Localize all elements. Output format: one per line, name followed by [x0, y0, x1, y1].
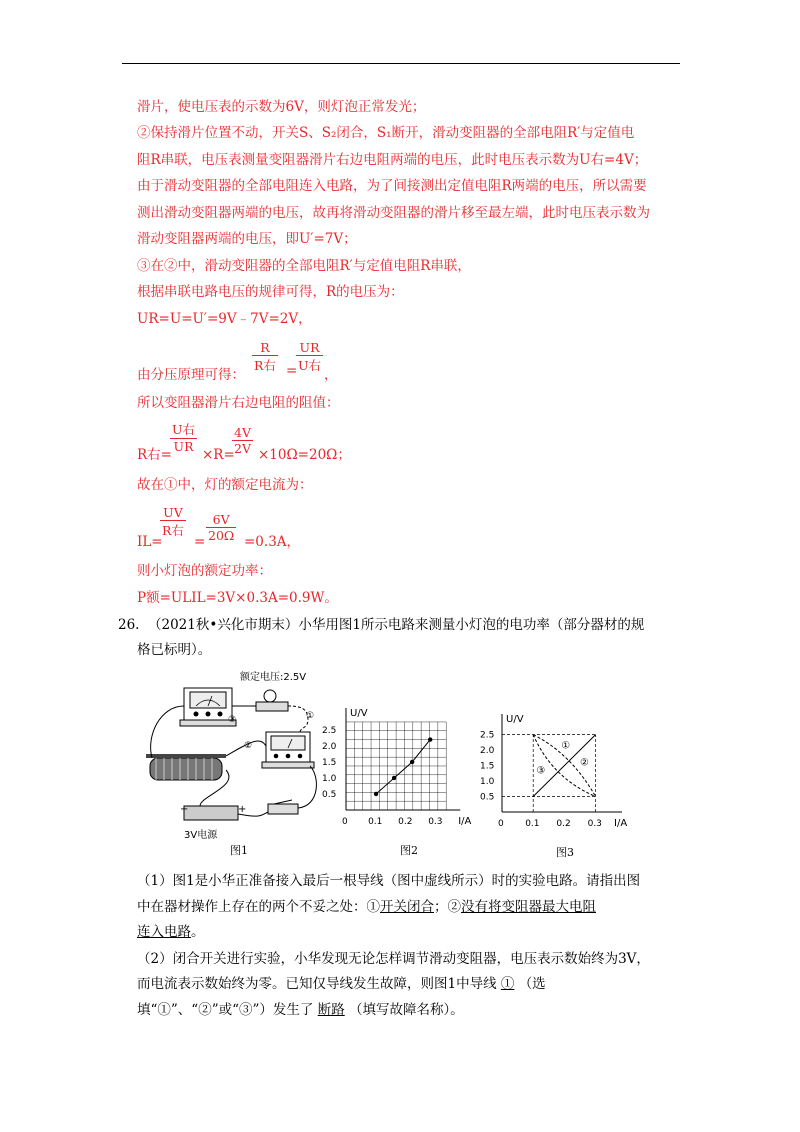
solution-line-2: ②保持滑片位置不动，开关S、S₂闭合，S₁断开，滑动变阻器的全部电阻R′与定值电: [137, 125, 635, 141]
part1-line-2: 中在器材操作上存在的两个不妥之处：①开关闭合；②没有将变阻器最大电阻: [137, 899, 596, 915]
question-stem-1: （2021秋•兴化市期末）小华用图1所示电路来测量小灯泡的电功率（部分器材的规: [148, 617, 645, 633]
data-point: [374, 792, 378, 796]
x-tick-label: 0.2: [398, 817, 413, 827]
y-tick-label: 1.0: [322, 773, 337, 784]
series-label-2: ②: [580, 757, 589, 769]
x-tick-label: 0.3: [587, 819, 602, 829]
solution-line-14-prefix: IL=: [137, 534, 163, 550]
y-tick-label: 0.5: [480, 792, 495, 803]
figure-3-caption: 图3: [556, 846, 574, 859]
y-tick-label: 2.0: [480, 746, 495, 757]
fraction-uright-over-ur: U右 UR: [172, 422, 196, 454]
x-tick-label: 0.2: [556, 819, 571, 829]
question-number: 26.: [118, 617, 140, 633]
figure-2-chart: [318, 704, 480, 832]
series-label-1: ①: [561, 740, 571, 752]
solution-line-5: 测出滑动变阻器两端的电压，故再将滑动变阻器的滑片移至最左端，此时电压表示数为: [137, 205, 650, 221]
data-point: [428, 737, 432, 741]
data-line: [376, 740, 430, 794]
solution-line-12-prefix: R右=: [137, 447, 172, 463]
solution-line-14-suffix: =0.3A，: [244, 534, 301, 550]
svg-text:③: ③: [228, 715, 237, 725]
part1-line-3: 连入电路。: [137, 924, 205, 940]
rheostat: [146, 754, 226, 780]
answer-fault: 断路: [317, 1002, 345, 1018]
x-axis-label: I/A: [458, 816, 472, 827]
data-point: [392, 776, 396, 780]
part1-line-1: （1）图1是小华正准备接入最后一根导线（图中虚线所示）时的实验电路。请指出图: [137, 873, 641, 889]
voltmeter: [262, 732, 314, 768]
solution-line-12-suffix: ×10Ω=20Ω；: [258, 447, 351, 463]
solution-line-8: 根据串联电路电压的规律可得，R的电压为：: [137, 284, 404, 300]
answer-2b: 连入电路: [137, 924, 191, 940]
fraction-4v-over-2v: $\frac{4V}{2V}$: [234, 425, 251, 456]
solution-line-13: 故在①中，灯的额定电流为：: [137, 477, 313, 493]
x-tick-label: 0.1: [368, 817, 383, 827]
y-tick-label: 2.0: [322, 741, 337, 752]
fraction-r-over-rright: R R右: [254, 340, 276, 373]
y-tick-label: 1.5: [322, 757, 337, 768]
solution-line-14-eq: =: [194, 534, 206, 550]
battery: [180, 804, 246, 841]
solution-line-12-mid: ×R=: [202, 447, 235, 463]
solution-line-10-prefix: 由分压原理可得：: [137, 367, 245, 383]
x-tick-label: 0.1: [525, 819, 540, 829]
x-tick-label: 0: [342, 817, 348, 827]
lamp: [256, 690, 288, 711]
answer-wire: ①: [500, 976, 515, 992]
svg-text:−: −: [180, 804, 189, 815]
svg-text:+: +: [238, 804, 247, 815]
svg-text:②: ②: [244, 741, 253, 751]
fraction-ur-over-uright: UR U右: [298, 340, 322, 373]
header-rule: [122, 63, 680, 64]
solution-line-15: 则小灯泡的额定功率：: [137, 563, 272, 579]
solution-line-6: 滑动变阻器两端的电压，即U′=7V；: [137, 231, 357, 247]
y-tick-label: 1.5: [480, 761, 495, 772]
y-axis-label: U/V: [350, 708, 368, 719]
solution-line-3: 阻R串联，电压表测量变阻器滑片右边电阻两端的电压，此时电压表示数为U右=4V；: [137, 152, 648, 168]
answer-2a: 没有将变阻器最大电阻: [461, 899, 596, 915]
y-tick-label: 0.5: [322, 789, 337, 800]
solution-line-1: 滑片，使电压表的示数为6V，则灯泡正常发光；: [137, 99, 426, 115]
solution-line-9: UR=U=U′=9V﹣7V=2V，: [137, 311, 312, 327]
series-label-3: ③: [536, 765, 546, 777]
answer-1: 开关闭合: [380, 899, 434, 915]
fraction-6v-over-20ohm: $\frac{6V}{20\Omega}$: [208, 512, 235, 543]
figure-2-caption: 图2: [400, 844, 418, 857]
part2-line-1: （2）闭合开关进行实验，小华发现无论怎样调节滑动变阻器，电压表示数始终为3V，: [137, 951, 650, 967]
y-tick-label: 2.5: [480, 730, 495, 741]
part2-line-3: 填“①”、“②”或“③”）发生了 断路 （填写故障名称）。: [137, 1002, 464, 1018]
solution-line-10-suffix: ，: [324, 367, 338, 383]
fraction-uv-over-rright: UV R右: [162, 505, 184, 538]
y-tick-label: 2.5: [322, 725, 337, 736]
source-label: 3V电源: [184, 830, 218, 841]
solution-line-4: 由于滑动变阻器的全部电阻连入电路，为了间接测出定值电阻R两端的电压，所以需要: [137, 178, 647, 194]
svg-text:①: ①: [306, 711, 315, 721]
x-axis-label: I/A: [614, 818, 628, 829]
solution-line-11: 所以变阻器滑片右边电阻的阻值：: [137, 395, 340, 411]
figure-1-caption: 图1: [230, 844, 248, 857]
data-point: [410, 760, 414, 764]
figure-3-chart: [480, 712, 630, 832]
figure-1-circuit: [140, 666, 340, 866]
solution-line-7: ③在②中，滑动变阻器的全部电阻R′与定值电阻R串联，: [137, 258, 471, 274]
solution-line-16: P额=ULIL=3V×0.3A=0.9W。: [137, 590, 338, 606]
y-tick-label: 1.0: [480, 777, 495, 788]
y-axis-label: U/V: [506, 714, 524, 725]
x-tick-label: 0.3: [428, 817, 443, 827]
equals-sign: =: [286, 363, 298, 379]
question-stem-2: 格已标明）。: [137, 642, 212, 658]
part2-line-2: 而电流表示数始终为零。已知仅导线发生故障，则图1中导线 ① （选: [137, 976, 546, 992]
switch: [268, 800, 298, 814]
rated-voltage-label: 额定电压:2.5V: [240, 672, 307, 683]
x-tick-label: 0: [498, 819, 504, 829]
